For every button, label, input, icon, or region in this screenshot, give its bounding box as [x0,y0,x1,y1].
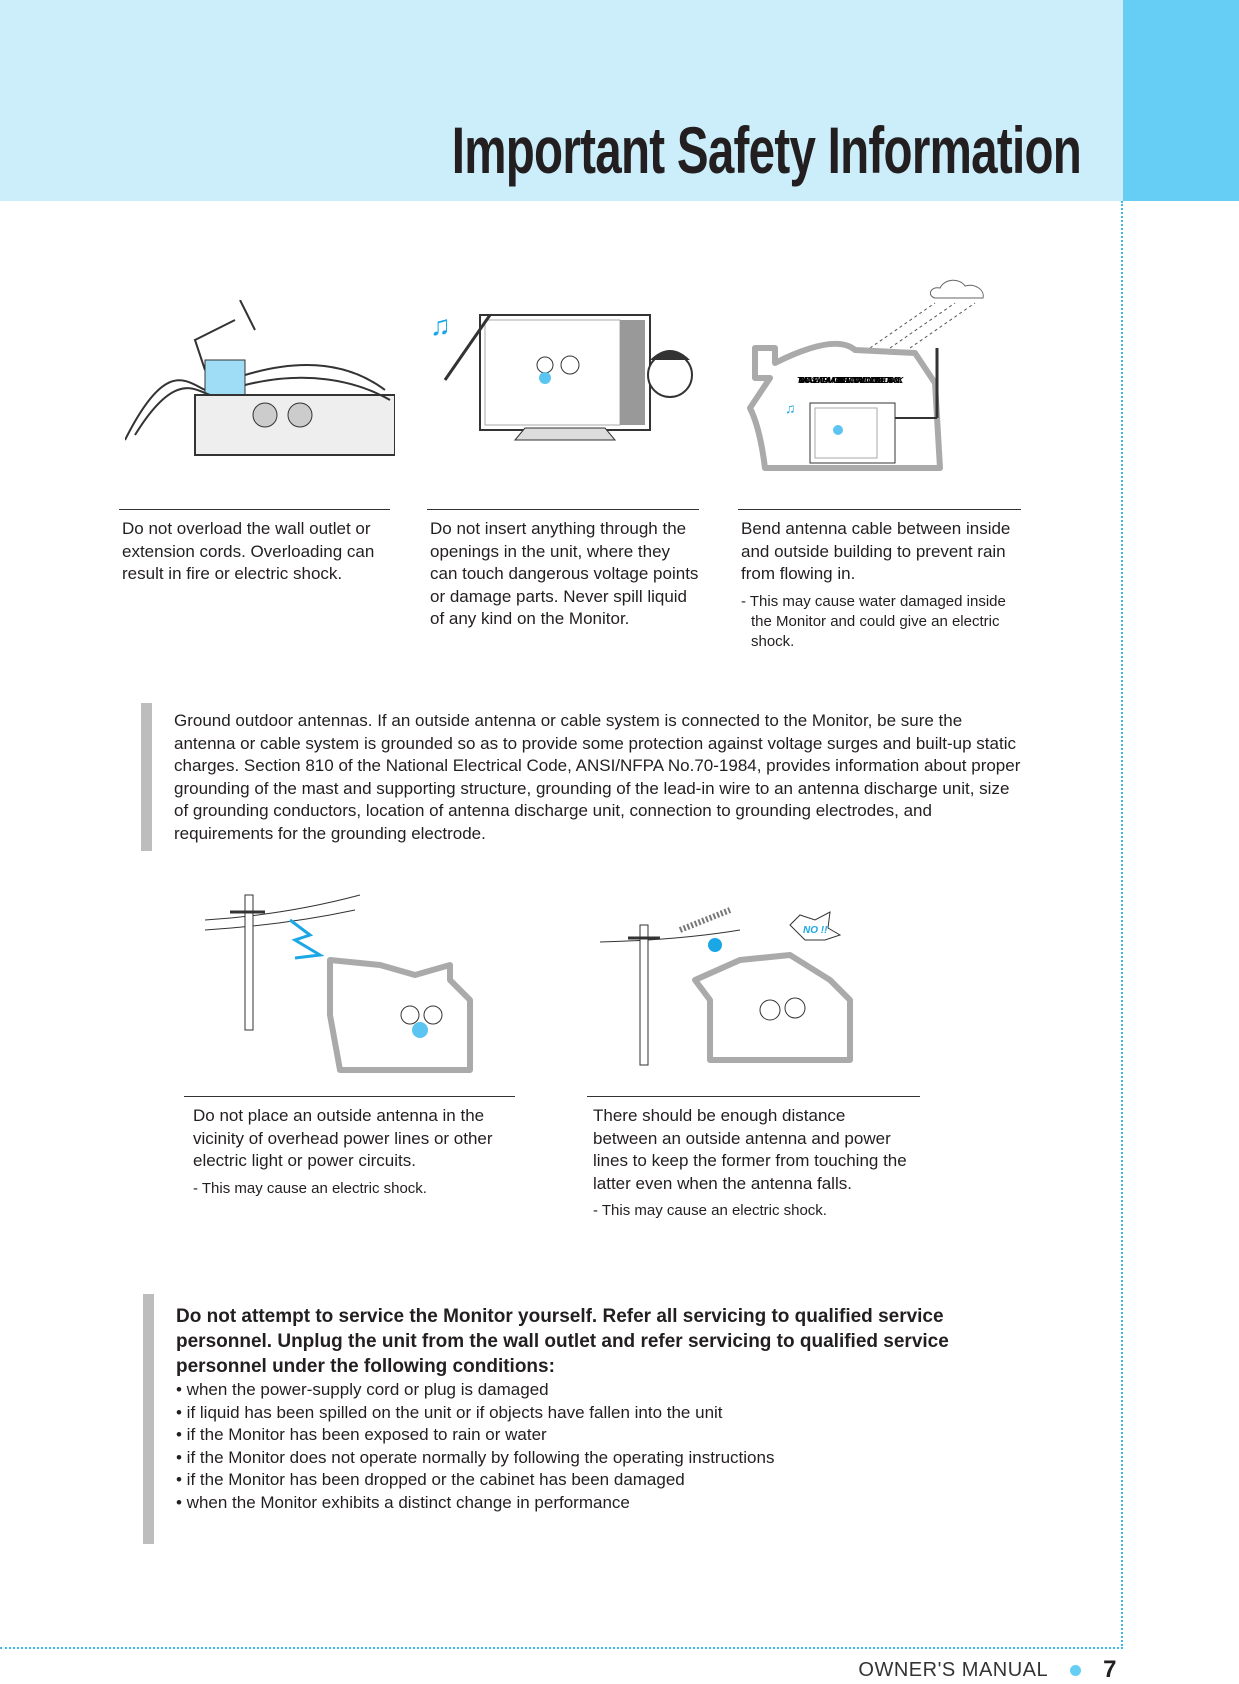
warning-text: Bend antenna cable between inside and outside building to prevent rain from flowing in. [741,519,1011,583]
music-note-icon: ♫ [430,310,451,341]
warning-note: - This may cause an electric shock. [193,1179,427,1197]
bullet-dot-icon [1070,1665,1081,1676]
service-condition-item: • if the Monitor has been exposed to rain or water [176,1425,547,1445]
warning-insert-objects [427,509,699,631]
antenna-near-powerline-illustration [205,890,515,1075]
service-heading: Do not attempt to service the Monitor yourself. Refer all servicing to qualified service personnel. Unplug the unit from the wall outlet and refer servicing to qualified service personnel under the following conditions: [176,1306,949,1377]
service-condition-item: • if the Monitor has been dropped or the cabinet has been damaged [176,1470,685,1490]
lightning-icon [290,920,320,958]
margin-guide-horizontal [0,1647,1123,1649]
warning-note: - This may cause water damaged inside the Monitor and could give an electric shock. [741,592,1006,650]
warning-text: There should be enough distance between an outside antenna and power lines to keep the former from touching the latter even when the antenna falls. [593,1106,907,1193]
lightning-icon [240,300,255,330]
antenna-rain-house-illustration [745,278,1005,483]
margin-guide-vertical [1121,201,1123,1649]
service-condition-item: • when the Monitor exhibits a distinct change in performance [176,1492,630,1512]
no-exclamation-caption: NO !! [803,925,828,936]
warning-text: Do not overload the wall outlet or extension cords. Overloading can result in fire or electric shock. [122,519,375,583]
service-info-box [143,1294,1023,1544]
illustration-caption: THIS MAY CAUSE WATER DAMAGED INSIDE THE MONITOR AND COULD GIVE AN ELECTRIC SHOCK. [797,376,904,385]
page-title: Important Safety Information [451,113,1081,187]
service-condition-item: • when the power-supply cord or plug is damaged [176,1380,549,1399]
grounding-text: Ground outdoor antennas. If an outside antenna or cable system is connected to the Monitor, be sure the antenna or cable system is grounded so as to provide some protection against voltage surges and built-up static charges. Section 810 of the National Electrical Code, ANSI/NFPA No.70-1984, provides information about proper grounding of the mast and supporting structure, grounding of the lead-in wire to an antenna discharge unit, size of grounding conductors, location of antenna discharge unit, connection to grounding electrodes, and requirements for the grounding electrode. [174,711,1021,843]
warning-text: Do not place an outside antenna in the vicinity of overhead power lines or other electric light or power circuits. [193,1106,493,1170]
warning-overload [119,509,390,586]
antenna-falling-illustration [600,900,900,1075]
warning-antenna-distance [587,1096,920,1221]
overloaded-outlet-illustration [125,300,395,465]
warning-powerline-vicinity [184,1096,515,1199]
footer-label: OWNER'S MANUAL [858,1658,1049,1681]
warning-antenna-cable [738,509,1021,652]
grounding-info-box [141,703,1021,851]
music-note-icon: ♫ [785,400,796,416]
warning-text: Do not insert anything through the openings in the unit, where they can touch dangerous voltage points or damage parts. Never spill liquid of any kind on the Monitor. [430,519,699,628]
page-number: 7 [1103,1656,1117,1683]
header-accent-band [1123,0,1239,201]
warning-note: - This may cause an electric shock. [593,1202,827,1219]
service-condition-item: • if liquid has been spilled on the unit or if objects have fallen into the unit [176,1402,723,1422]
service-condition-item: • if the Monitor does not operate normally by following the operating instructions [176,1447,775,1467]
monitor-insertion-illustration [425,300,705,450]
